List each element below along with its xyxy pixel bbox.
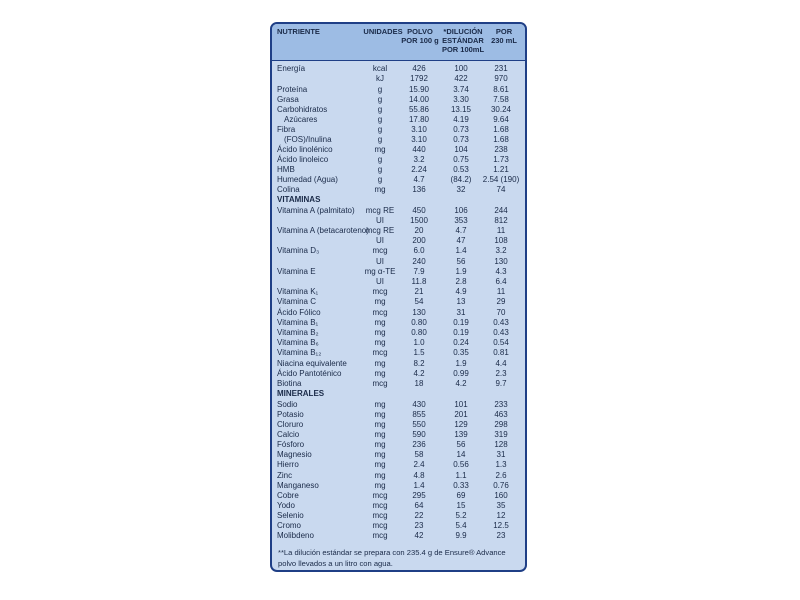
nutrient-name: Sodio (277, 400, 298, 409)
dilution-value: 4.7 (455, 226, 467, 235)
table-row (272, 450, 525, 460)
dilution-value: 0.73 (453, 125, 469, 134)
header-polvo (398, 27, 442, 45)
unit-cell: mcg (372, 511, 388, 520)
unit-cell: mg (374, 450, 386, 459)
nutrient-name: Cobre (277, 491, 299, 500)
powder-value: 3.2 (413, 155, 425, 164)
nutrient-name: (FOS)/Inulina (284, 135, 332, 144)
serving-value: 1.73 (493, 155, 509, 164)
dilution-value: 0.73 (453, 135, 469, 144)
powder-value: 240 (412, 257, 426, 266)
serving-value: 1.68 (493, 125, 509, 134)
powder-value: 1.5 (413, 348, 425, 357)
table-row (272, 430, 525, 440)
unit-cell: UI (376, 257, 384, 266)
nutrient-name: Grasa (277, 95, 299, 104)
dilution-value: 13 (456, 297, 466, 306)
powder-value: 0.80 (411, 328, 427, 337)
serving-value: 30.24 (490, 105, 512, 114)
dilution-value: 5.4 (455, 521, 467, 530)
serving-value: 130 (494, 257, 508, 266)
nutrient-name: HMB (277, 165, 295, 174)
dilution-value: 56 (456, 440, 466, 449)
nutrient-name: Vitamina B₁₂ (277, 348, 322, 357)
powder-value: 3.10 (411, 125, 427, 134)
nutrient-name: VITAMINAS (277, 195, 321, 204)
serving-value: 4.3 (495, 267, 507, 276)
header-polvo-line2: POR 100 g (401, 36, 439, 45)
nutrient-name: Azúcares (284, 115, 318, 124)
serving-value: 160 (494, 491, 508, 500)
dilution-value: 422 (454, 74, 468, 83)
serving-value: 8.61 (493, 85, 509, 94)
table-header (272, 24, 525, 61)
table-row (272, 115, 525, 125)
dilution-value: 4.2 (455, 379, 467, 388)
dilution-value: 56 (456, 257, 466, 266)
unit-cell: mcg (372, 246, 388, 255)
nutrient-name: Energía (277, 64, 306, 73)
dilution-value: 5.2 (455, 511, 467, 520)
dilution-value: 1.9 (455, 359, 467, 368)
table-row (272, 338, 525, 348)
header-nutriente: NUTRIENTE (277, 27, 320, 36)
powder-value: 1.0 (413, 338, 425, 347)
serving-value: 35 (496, 501, 506, 510)
serving-value: 0.43 (493, 328, 509, 337)
unit-cell: mcg RE (365, 226, 395, 235)
nutrient-name: Colina (277, 185, 300, 194)
serving-value: 2.54 (190) (482, 175, 520, 184)
header-dilucion-line1: *DILUCIÓN (443, 27, 483, 36)
unit-cell: mg (374, 145, 386, 154)
dilution-value: 2.8 (455, 277, 467, 286)
powder-value: 295 (412, 491, 426, 500)
powder-value: 3.10 (411, 135, 427, 144)
dilution-value: 129 (454, 420, 468, 429)
dilution-value: 1.1 (455, 471, 467, 480)
table-row (272, 308, 525, 318)
table-row (272, 267, 525, 277)
powder-value: 590 (412, 430, 426, 439)
table-row (272, 246, 525, 256)
serving-value: 9.7 (495, 379, 507, 388)
dilution-value: 3.74 (453, 85, 469, 94)
dilution-value: 13.15 (450, 105, 472, 114)
powder-value: 58 (414, 450, 424, 459)
powder-value: 55.86 (408, 105, 430, 114)
dilution-value: 0.33 (453, 481, 469, 490)
dilution-value: 101 (454, 400, 468, 409)
serving-value: 70 (496, 308, 506, 317)
unit-cell: mg (374, 420, 386, 429)
table-row (272, 257, 525, 267)
serving-value: 244 (494, 206, 508, 215)
unit-cell: kJ (376, 74, 384, 83)
serving-value: 7.58 (493, 95, 509, 104)
powder-value: 15.90 (408, 85, 430, 94)
unit-cell: mcg (372, 521, 388, 530)
unit-cell: g (377, 115, 383, 124)
nutrient-name: Vitamina B₂ (277, 328, 319, 337)
serving-value: 238 (494, 145, 508, 154)
powder-value: 54 (414, 297, 424, 306)
dilution-value: 0.56 (453, 460, 469, 469)
nutrient-name: Vitamina C (277, 297, 316, 306)
serving-value: 12.5 (493, 521, 509, 530)
unit-cell: mg (374, 359, 386, 368)
unit-cell: mcg (372, 287, 388, 296)
table-row (272, 155, 525, 165)
table-row (272, 379, 525, 389)
nutrient-name: MINERALES (277, 389, 325, 398)
serving-value: 2.3 (495, 369, 507, 378)
powder-value: 42 (414, 531, 424, 540)
powder-value: 7.9 (413, 267, 425, 276)
table-row (272, 318, 525, 328)
unit-cell: mcg (372, 501, 388, 510)
nutrient-name: Ácido Fólico (277, 308, 321, 317)
powder-value: 200 (412, 236, 426, 245)
unit-cell: mg (374, 410, 386, 419)
serving-value: 298 (494, 420, 508, 429)
dilution-value: 201 (454, 410, 468, 419)
dilution-value: 9.9 (455, 531, 467, 540)
table-row (272, 206, 525, 216)
header-dilucion (440, 27, 486, 54)
nutrient-name: Ácido linolénico (277, 145, 333, 154)
unit-cell: mg (374, 369, 386, 378)
table-row (272, 216, 525, 226)
powder-value: 6.0 (413, 246, 425, 255)
table-row (272, 369, 525, 379)
dilution-value: 104 (454, 145, 468, 154)
serving-value: 0.54 (493, 338, 509, 347)
nutrient-name: Zinc (277, 471, 293, 480)
nutrient-name: Vitamina E (277, 267, 316, 276)
table-row (272, 287, 525, 297)
dilution-value: 0.24 (453, 338, 469, 347)
powder-value: 14.00 (408, 95, 430, 104)
serving-value: 11 (496, 287, 506, 296)
table-row (272, 328, 525, 338)
table-row (272, 145, 525, 155)
nutrient-name: Vitamina A (betacaroteno) (277, 226, 369, 235)
header-porcion-line1: POR (495, 27, 513, 36)
header-porcion (484, 27, 524, 45)
nutrient-name: Biotina (277, 379, 302, 388)
serving-value: 0.76 (493, 481, 509, 490)
dilution-value: 0.53 (453, 165, 469, 174)
unit-cell: mcg (372, 379, 388, 388)
unit-cell: mcg (372, 491, 388, 500)
nutrient-name: Vitamina A (palmitato) (277, 206, 355, 215)
unit-cell: mg (374, 481, 386, 490)
table-row (272, 105, 525, 115)
powder-value: 17.80 (408, 115, 430, 124)
unit-cell: mg (374, 430, 386, 439)
unit-cell: UI (376, 216, 384, 225)
powder-value: 8.2 (413, 359, 425, 368)
nutrient-name: Vitamina K₁ (277, 287, 319, 296)
powder-value: 4.2 (413, 369, 425, 378)
unit-cell: mcg (372, 348, 388, 357)
table-row (272, 236, 525, 246)
section-header-row (272, 389, 525, 399)
unit-cell: UI (376, 236, 384, 245)
unit-cell: mg (374, 471, 386, 480)
nutrient-name: Vitamina D₃ (277, 246, 320, 255)
powder-value: 1500 (410, 216, 428, 225)
serving-value: 2.6 (495, 471, 507, 480)
powder-value: 426 (412, 64, 426, 73)
serving-value: 12 (496, 511, 506, 520)
unit-cell: g (377, 175, 383, 184)
table-row (272, 410, 525, 420)
dilution-value: 1.4 (455, 246, 467, 255)
header-unidades: UNIDADES (363, 27, 403, 36)
serving-value: 233 (494, 400, 508, 409)
nutrient-name: Vitamina B₁ (277, 318, 319, 327)
unit-cell: g (377, 165, 383, 174)
serving-value: 0.43 (493, 318, 509, 327)
powder-value: 440 (412, 145, 426, 154)
table-row (272, 165, 525, 175)
table-row (272, 501, 525, 511)
dilution-value: 353 (454, 216, 468, 225)
section-header-row (272, 195, 525, 205)
table-row (272, 135, 525, 145)
nutrient-name: Vitamina B₆ (277, 338, 319, 347)
powder-value: 4.7 (413, 175, 425, 184)
nutrient-name: Fósforo (277, 440, 305, 449)
dilution-value: 31 (456, 308, 466, 317)
nutrient-name: Manganeso (277, 481, 319, 490)
unit-cell: mg (374, 318, 386, 327)
serving-value: 1.21 (493, 165, 509, 174)
nutrient-name: Humedad (Agua) (277, 175, 338, 184)
powder-value: 236 (412, 440, 426, 449)
dilution-value: 69 (456, 491, 466, 500)
powder-value: 0.80 (411, 318, 427, 327)
serving-value: 1.68 (493, 135, 509, 144)
table-row (272, 440, 525, 450)
dilution-value: 1.9 (455, 267, 467, 276)
serving-value: 11 (496, 226, 506, 235)
serving-value: 812 (494, 216, 508, 225)
powder-value: 23 (414, 521, 424, 530)
nutrient-name: Niacina equivalente (277, 359, 347, 368)
nutrient-name: Fibra (277, 125, 296, 134)
powder-value: 20 (414, 226, 424, 235)
unit-cell: mg (374, 297, 386, 306)
powder-value: 64 (414, 501, 424, 510)
powder-value: 136 (412, 185, 426, 194)
table-row (272, 64, 525, 74)
unit-cell: UI (376, 277, 384, 286)
nutrient-name: Yodo (277, 501, 295, 510)
serving-value: 108 (494, 236, 508, 245)
dilution-value: 0.99 (453, 369, 469, 378)
unit-cell: mg (374, 185, 386, 194)
table-row (272, 400, 525, 410)
serving-value: 128 (494, 440, 508, 449)
table-row (272, 85, 525, 95)
nutrient-name: Magnesio (277, 450, 312, 459)
unit-cell: mg (374, 460, 386, 469)
dilution-value: 14 (456, 450, 466, 459)
table-row (272, 175, 525, 185)
serving-value: 0.81 (493, 348, 509, 357)
powder-value: 430 (412, 400, 426, 409)
serving-value: 463 (494, 410, 508, 419)
unit-cell: mg α-TE (364, 267, 396, 276)
nutrient-name: Cromo (277, 521, 302, 530)
powder-value: 550 (412, 420, 426, 429)
table-row (272, 125, 525, 135)
table-row (272, 531, 525, 541)
unit-cell: g (377, 125, 383, 134)
powder-value: 4.8 (413, 471, 425, 480)
powder-value: 2.4 (413, 460, 425, 469)
serving-value: 23 (496, 531, 506, 540)
nutrient-name: Selenio (277, 511, 304, 520)
dilution-value: 3.30 (453, 95, 469, 104)
dilution-value: 0.35 (453, 348, 469, 357)
dilution-value: 4.19 (453, 115, 469, 124)
serving-value: 231 (494, 64, 508, 73)
table-row (272, 481, 525, 491)
dilution-value: 15 (456, 501, 466, 510)
powder-value: 21 (414, 287, 424, 296)
dilution-value: 139 (454, 430, 468, 439)
dilution-value: 47 (456, 236, 466, 245)
header-dilucion-line2: ESTÁNDAR (442, 36, 484, 45)
serving-value: 4.4 (495, 359, 507, 368)
powder-value: 1792 (410, 74, 428, 83)
dilution-value: 100 (454, 64, 468, 73)
header-polvo-line1: POLVO (407, 27, 433, 36)
unit-cell: g (377, 135, 383, 144)
dilution-value: 106 (454, 206, 468, 215)
serving-value: 319 (494, 430, 508, 439)
nutrient-name: Ácido Pantoténico (277, 369, 342, 378)
unit-cell: mg (374, 328, 386, 337)
unit-cell: g (377, 85, 383, 94)
table-row (272, 420, 525, 430)
powder-value: 2.24 (411, 165, 427, 174)
header-porcion-line2: 230 mL (491, 36, 517, 45)
nutrient-name: Ácido linoleico (277, 155, 329, 164)
serving-value: 29 (496, 297, 506, 306)
powder-value: 1.4 (413, 481, 425, 490)
unit-cell: mg (374, 440, 386, 449)
unit-cell: mg (374, 338, 386, 347)
table-row (272, 521, 525, 531)
unit-cell: mcg (372, 308, 388, 317)
table-row (272, 491, 525, 501)
nutrient-name: Hierro (277, 460, 299, 469)
unit-cell: mcg RE (365, 206, 395, 215)
powder-value: 11.8 (411, 277, 427, 286)
dilution-value: (84.2) (450, 175, 472, 184)
serving-value: 6.4 (495, 277, 507, 286)
dilution-value: 0.19 (453, 318, 469, 327)
table-row (272, 511, 525, 521)
dilution-value: 4.9 (455, 287, 467, 296)
serving-value: 3.2 (495, 246, 507, 255)
serving-value: 31 (496, 450, 506, 459)
serving-value: 1.3 (495, 460, 507, 469)
unit-cell: kcal (372, 64, 388, 73)
table-row (272, 348, 525, 358)
unit-cell: g (377, 105, 383, 114)
nutrient-name: Proteína (277, 85, 308, 94)
table-row (272, 297, 525, 307)
unit-cell: mg (374, 400, 386, 409)
nutrient-name: Potasio (277, 410, 304, 419)
table-row (272, 226, 525, 236)
serving-value: 970 (494, 74, 508, 83)
serving-value: 74 (496, 185, 506, 194)
dilution-value: 32 (456, 185, 466, 194)
nutrient-name: Cloruro (277, 420, 304, 429)
powder-value: 22 (414, 511, 424, 520)
table-row (272, 74, 525, 84)
unit-cell: g (377, 95, 383, 104)
powder-value: 450 (412, 206, 426, 215)
dilution-value: 0.75 (453, 155, 469, 164)
table-row (272, 460, 525, 470)
powder-value: 18 (414, 379, 424, 388)
header-dilucion-line3: POR 100mL (441, 45, 485, 54)
table-row (272, 185, 525, 195)
dilution-value: 0.19 (453, 328, 469, 337)
nutrient-name: Carbohidratos (277, 105, 328, 114)
powder-value: 130 (412, 308, 426, 317)
table-row (272, 95, 525, 105)
table-row (272, 277, 525, 287)
unit-cell: g (377, 155, 383, 164)
footnote: **La dilución estándar se prepara con 235.4 g de Ensure® Advance polvo llevados a un litro con agua. (278, 548, 506, 568)
table-row (272, 359, 525, 369)
powder-value: 855 (412, 410, 426, 419)
unit-cell: mcg (372, 531, 388, 540)
serving-value: 9.64 (493, 115, 509, 124)
nutrient-name: Calcio (277, 430, 300, 439)
table-row (272, 471, 525, 481)
nutrient-name: Molibdeno (277, 531, 314, 540)
nutrition-table (270, 22, 527, 572)
